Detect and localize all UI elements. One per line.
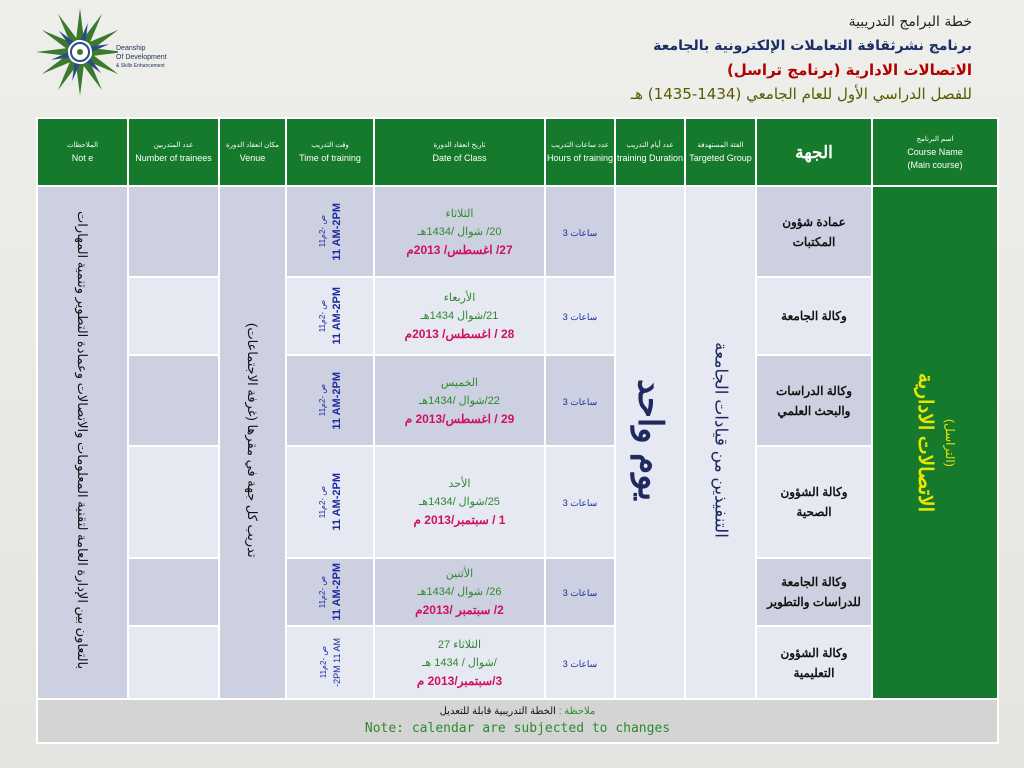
entity-cell: وكالة الجامعة للدراسات والتطوير <box>756 558 872 626</box>
duration-text: يوم واحد <box>631 378 669 502</box>
training-plan-table <box>36 117 999 744</box>
col-entity-header: الجهة <box>756 118 872 186</box>
col-time-header: وقت التدريب Time of training <box>286 118 374 186</box>
col-duration-header: عدد أيام التدريب training Duration <box>615 118 685 186</box>
col-venue-header: مكان انعقاد الدورة Venue <box>219 118 286 186</box>
hours-cell: 3 ساعات <box>545 355 615 446</box>
footer-note-label: ملاحظة : <box>558 706 596 717</box>
footer-row <box>37 699 998 743</box>
hours-cell: 3 ساعات <box>545 558 615 626</box>
header-program: برنامج نشرثقافة التعاملات الإلكترونية بالجامعة <box>653 38 972 54</box>
col-group-header: الفئة المستهدفة Targeted Group <box>685 118 756 186</box>
col-hours-header: عدد ساعات التدريب Hours of training <box>545 118 615 186</box>
date-cell: الأربعاء 21/شوال 1434هـ 28 / اغسطس/ 2013م <box>374 277 545 355</box>
col-course-header: اسم البرنامج Course Name (Main course) <box>872 118 998 186</box>
date-cell: الأثنين 26/ شوال /1434هـ 2/ سبتمبر /2013م <box>374 558 545 626</box>
trainees-cell <box>128 186 219 277</box>
hours-cell: 3 ساعات <box>545 186 615 277</box>
trainees-cell <box>128 446 219 558</box>
table-row <box>37 626 998 699</box>
logo-brand-text: Deanship Of Development & Skills Enhancement <box>116 45 167 69</box>
entity-cell: وكالة الشؤون الصحية <box>756 446 872 558</box>
header-title: خطة البرامج التدريبية <box>848 14 972 30</box>
col-date-header: تاريخ انعقاد الدورة Date of Class <box>374 118 545 186</box>
date-cell: الثلاثاء 20/ شوال /1434هـ 27/ اغسطس/ 2013م <box>374 186 545 277</box>
col-trainees-header: عدد المتدربين Number of trainees <box>128 118 219 186</box>
hours-cell: 3 ساعات <box>545 626 615 699</box>
table-row <box>37 446 998 558</box>
trainees-cell <box>128 558 219 626</box>
table-row <box>37 355 998 446</box>
time-cell: 11ص -2م 11 AM-2PM <box>286 355 374 446</box>
trainees-cell <box>128 626 219 699</box>
hours-cell: 3 ساعات <box>545 277 615 355</box>
entity-cell: وكالة الدراسات والبحث العلمي <box>756 355 872 446</box>
deanship-logo <box>28 2 178 107</box>
table-row <box>37 277 998 355</box>
header-course: الاتصالات الادارية (برنامج تراسل) <box>726 61 972 79</box>
group-cell <box>685 186 756 699</box>
time-cell: 11ص -2م 11 AM-2PM <box>286 558 374 626</box>
sunburst-logo-icon <box>28 2 118 107</box>
course-name: الاتصالات الادارية <box>914 372 936 513</box>
course-cell <box>872 186 998 699</box>
table-row <box>37 558 998 626</box>
header-semester: للفصل الدراسي الأول للعام الجامعي (1434-1435) هـ <box>630 85 972 103</box>
date-cell: الثلاثاء 27 /شوال / 1434 هـ 3/سبتمبر/2013 م <box>374 626 545 699</box>
notes-text: بالتعاون بين الإدارة العامة لتقنية المعلومات والاتصالات وعمادة التطوير وتنمية المهارات <box>75 210 90 670</box>
course-subname: (التراسل) <box>943 418 957 467</box>
footer-note <box>37 699 998 743</box>
notes-cell <box>37 186 128 699</box>
entity-cell: وكالة الجامعة <box>756 277 872 355</box>
footer-note-en: Note: calendar are subjected to changes <box>364 721 671 736</box>
venue-cell <box>219 186 286 699</box>
time-cell: 11ص -2م 11 AM-2PM <box>286 186 374 277</box>
venue-text: تدريب كل جهة في مقرها (غرفة الاجتماعات) <box>245 322 260 558</box>
table-row <box>37 186 998 277</box>
col-notes-header: الملاحظات Not e <box>37 118 128 186</box>
date-cell: الأحد 25/شوال /1434هـ 1 / سبتمبر/2013 م <box>374 446 545 558</box>
date-cell: الخميس 22/شوال /1434هـ 29 / اغسطس/2013 م <box>374 355 545 446</box>
duration-cell <box>615 186 685 699</box>
footer-note-text: الخطة التدريبية قابلة للتعديل <box>439 706 556 717</box>
group-text: التنفيذين من قيادات الجامعة <box>711 342 731 538</box>
hours-cell: 3 ساعات <box>545 446 615 558</box>
time-cell: 11ص -2م 11 AM-2PM <box>286 446 374 558</box>
trainees-cell <box>128 355 219 446</box>
time-cell: 11ص -2م -2PM 11 AM <box>286 626 374 699</box>
table-header-row <box>37 118 998 186</box>
entity-cell: وكالة الشؤون التعليمية <box>756 626 872 699</box>
time-cell: 11ص -2م 11 AM-2PM <box>286 277 374 355</box>
trainees-cell <box>128 277 219 355</box>
page-header <box>332 10 972 106</box>
entity-cell: عمادة شؤون المكتبات <box>756 186 872 277</box>
